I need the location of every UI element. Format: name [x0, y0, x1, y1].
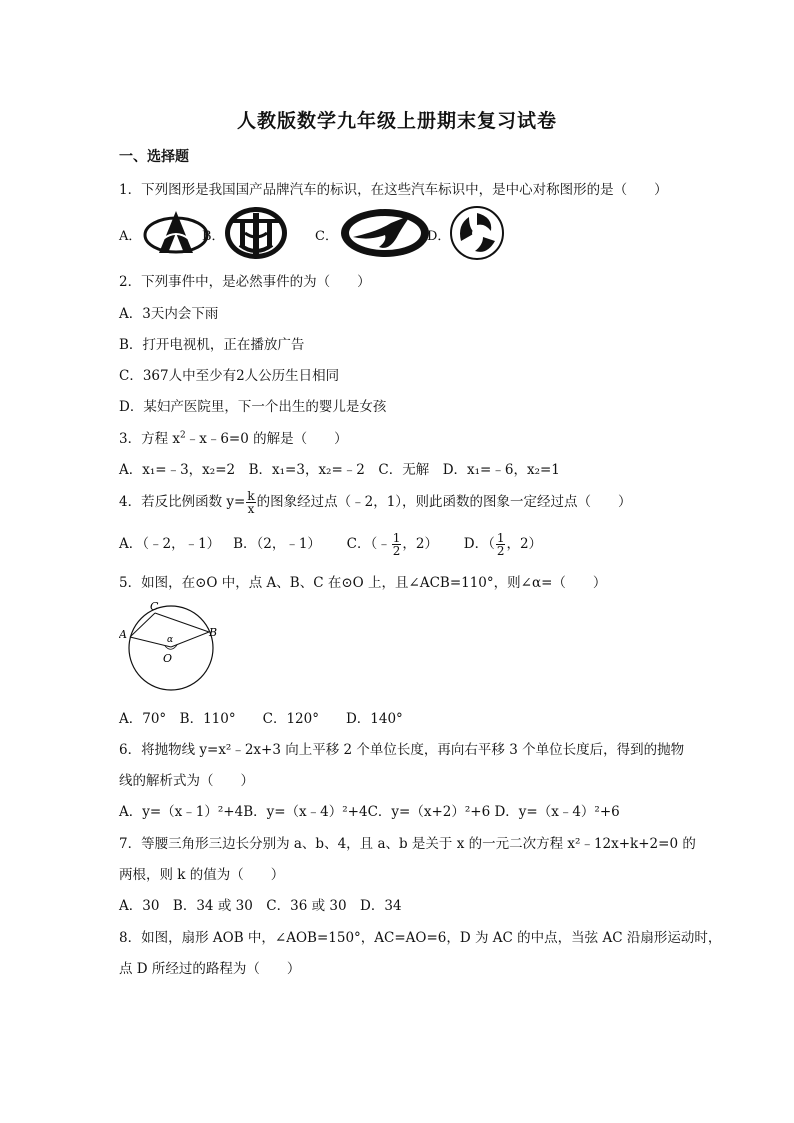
- car-logo-b-icon: [223, 205, 289, 261]
- option-d-label: D．: [427, 229, 451, 244]
- question-6-options: A．y=（x﹣1）²+4B．y=（x﹣4）²+4C．y=（x+2）²+6 D．y=（x﹣4）²+6: [119, 804, 620, 820]
- question-2-option-c: C．367人中至少有2人公历生日相同: [119, 368, 340, 384]
- question-4-stem: [119, 490, 632, 515]
- question-7-stem-line2: 两根，则 k 的值为（ ）: [119, 867, 285, 883]
- question-3-stem-pre: 3．方程 x: [119, 431, 180, 447]
- option-d-denominator: 2: [496, 544, 505, 558]
- option-d-post: ，2）: [506, 536, 543, 552]
- question-1-logo-options: [119, 205, 539, 261]
- question-8-stem-line2: 点 D 所经过的路程为（ ）: [119, 961, 301, 977]
- question-3-stem-post: ﹣x﹣6=0 的解是（ ）: [185, 431, 348, 447]
- question-3-options: A．x₁=﹣3，x₂=2 B．x₁=3，x₂=﹣2 C．无解 D．x₁=﹣6，x₂=1: [119, 462, 560, 478]
- fraction-denominator: x: [247, 502, 255, 516]
- label-o: O: [163, 652, 173, 665]
- question-2-stem: 2．下列事件中，是必然事件的为（ ）: [119, 274, 371, 290]
- option-d-fraction: [496, 532, 506, 557]
- question-2-option-b: B．打开电视机，正在播放广告: [119, 337, 305, 353]
- question-3-exponent: 2: [180, 430, 186, 441]
- option-c-denominator: 2: [392, 544, 401, 558]
- question-4-option-c: [346, 531, 438, 558]
- label-a: A: [119, 628, 127, 641]
- option-b-label: B．: [202, 229, 225, 244]
- question-6-stem-line2: 线的解析式为（ ）: [119, 773, 254, 789]
- label-c: C: [150, 600, 159, 613]
- question-6-stem-line1: 6．将抛物线 y=x²﹣2x+3 向上平移 2 个单位长度，再向右平移 3 个单位长度后，得到的抛物: [119, 742, 685, 758]
- car-logo-a-icon: [141, 207, 211, 257]
- option-c-pre: C．（: [346, 536, 378, 552]
- question-4-stem-post: 的图象经过点（﹣2，1），则此函数的图象一定经过点（ ）: [256, 494, 632, 510]
- option-c-sign: ﹣: [377, 536, 391, 552]
- option-c-label: C．: [315, 229, 338, 244]
- question-2-option-a: A．3天内会下雨: [119, 306, 219, 322]
- circle-diagram: [119, 600, 219, 692]
- label-alpha: α: [167, 635, 174, 645]
- car-logo-c-icon: [339, 207, 431, 259]
- question-2-option-d: D．某妇产医院里，下一个出生的婴儿是女孩: [119, 399, 387, 415]
- question-7-stem-line1: 7．等腰三角形三边长分别为 a、b、4，且 a、b 是关于 x 的一元二次方程 x²﹣12x+k+2=0 的: [119, 836, 696, 852]
- option-c-fraction: [392, 532, 402, 557]
- question-8-stem-line1: 8．如图，扇形 AOB 中，∠AOB=150°，AC=AO=6，D 为 AC 的中点，当弦 AC 沿扇形运动时，: [119, 930, 722, 946]
- question-3-stem: [119, 427, 348, 447]
- circle-figure: [119, 600, 219, 692]
- question-4-options: [119, 532, 542, 557]
- section-heading: 一、选择题: [119, 149, 189, 165]
- question-4-stem-pre: 4．若反比例函数 y=: [119, 494, 246, 510]
- question-4-option-a: A．（﹣2，﹣1）: [119, 536, 221, 552]
- option-c-post: ，2）: [402, 536, 438, 552]
- option-a-label: A．: [119, 229, 142, 244]
- question-4-option-d: [463, 531, 543, 558]
- question-1-stem: 1．下列图形是我国国产品牌汽车的标识，在这些汽车标识中，是中心对称图形的是（ ）: [119, 182, 668, 198]
- option-d-pre: D．（: [463, 536, 495, 552]
- label-b: B: [209, 626, 218, 639]
- page-title: 人教版数学九年级上册期末复习试卷: [236, 110, 557, 132]
- question-4-option-b: B．（2，﹣1）: [233, 536, 321, 552]
- option-d-numerator: 1: [496, 531, 505, 545]
- fraction-k-over-x: [246, 490, 255, 515]
- question-7-options: A．30 B．34 或 30 C．36 或 30 D．34: [119, 898, 402, 914]
- option-c-numerator: 1: [392, 531, 401, 545]
- fraction-numerator: k: [247, 489, 255, 503]
- question-5-stem: 5．如图，在⊙O 中，点 A、B、C 在⊙O 上，且∠ACB=110°，则∠α=（ ）: [119, 575, 607, 591]
- question-5-options: A．70° B．110° C．120° D．140°: [119, 711, 403, 727]
- car-logo-d-icon: [449, 205, 505, 261]
